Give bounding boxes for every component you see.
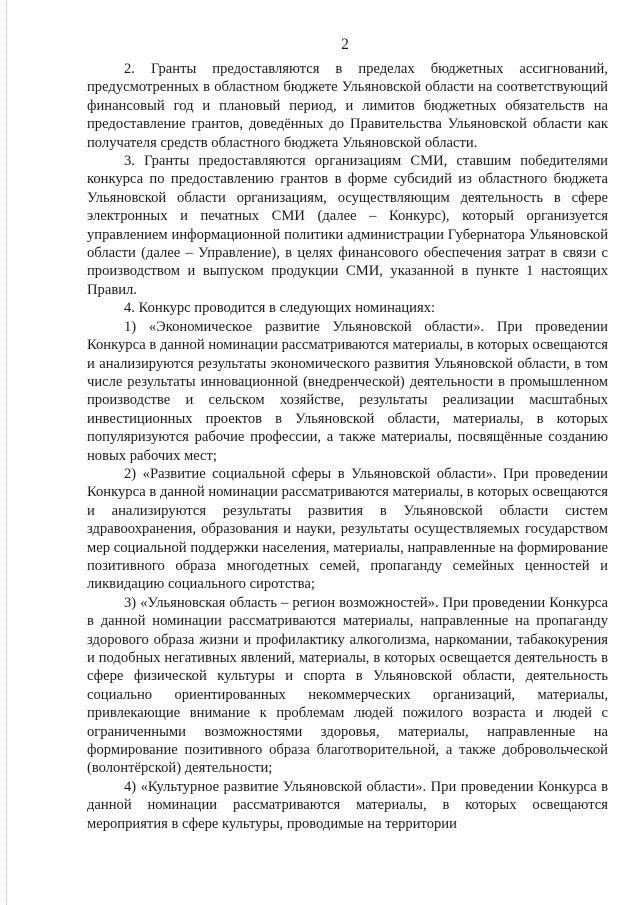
paragraph-nomination-opportunities: 3) «Ульяновская область – регион возможностей». При проведении Конкурса в данной номинации рассматриваются материалы, направленные на пропаганду здорового образа жизни и профилактику алкоголизма, наркомании, табакокурения и подобных негативных явлений, материалы, в которых освещается деятельность в сфере физической культуры и спорта в Ульяновской области, деятельность социально ориентированных некоммерческих организаций, материалы, привлекающие внимание к проблемам людей пожилого возраста и людей с ограниченными возможностями здоровья, материалы, направленные на формирование позитивного образа благотворительной, а также добровольческой (волонтёрской) деятельности; (87, 594, 608, 777)
paragraph-nomination-economic: 1) «Экономическое развитие Ульяновской области». При проведении Конкурса в данной номинации рассматриваются материалы, в которых освещаются и анализируются результаты экономического развития Ульяновской области, в том числе результаты инновационной (внедренческой) деятельности в промышленном производстве и сельском хозяйстве, результаты реализации масштабных инвестиционных проектов в Ульяновской области, материалы, в которых популяризуются рабочие профессии, а также материалы, посвящённые созданию новых рабочих мест; (87, 318, 608, 464)
paragraph-grants-recipients: 3. Гранты предоставляются организациям СМИ, ставшим победителями конкурса по предоставлению грантов в форме субсидий из областного бюджета Ульяновской области организациям, осуществляющим деятельность в сфере электронных и печатных СМИ (далее – Конкурс), который организуется управлением информационной политики администрации Губернатора Ульяновской области (далее – Управление), в целях финансового обеспечения затрат в связи с производством и выпуском продукции СМИ, указанной в пункте 1 настоящих Правил. (87, 153, 608, 298)
paragraph-nominations-intro: 4. Конкурс проводится в следующих номинациях: (124, 300, 436, 317)
paragraph-nomination-social: 2) «Развитие социальной сферы в Ульяновской области». При проведении Конкурса в данной номинации рассматриваются материалы, в которых освещаются и анализируются результаты развития в Ульяновской области систем здравоохранения, образования и науки, результаты осуществляемых государством мер социальной поддержки населения, материалы, направленные на формирование позитивного образа многодетных семей, пропаганду семейных ценностей и ликвидацию социального сиротства; (87, 465, 608, 593)
page-number: 2 (341, 36, 349, 53)
document-body (87, 60, 608, 833)
scan-edge-mark (6, 0, 8, 905)
paragraph-grants-budget: 2. Гранты предоставляются в пределах бюджетных ассигнований, предусмотренных в областном бюджете Ульяновской области на соответствующий финансовый год и плановый период, и лимитов бюджетных обязательств на предоставление грантов, доведённых до Правительства Ульяновской области как получателя средств областного бюджета Ульяновской области. (87, 61, 608, 151)
paragraph-nomination-cultural: 4) «Культурное развитие Ульяновской области». При проведении Конкурса в данной номинации рассматриваются материалы, в которых освещаются мероприятия в сфере культуры, проводимые на территории (87, 778, 608, 832)
